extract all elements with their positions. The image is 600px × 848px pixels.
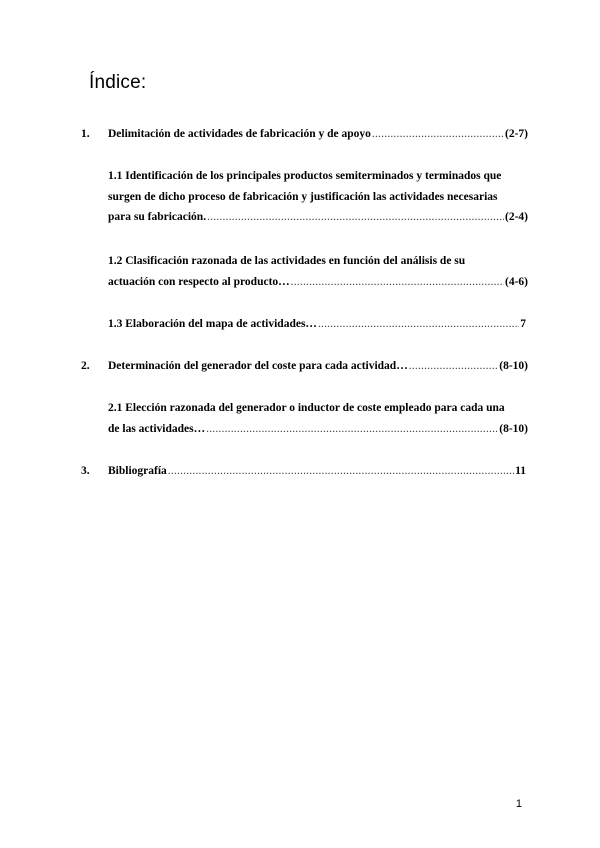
toc-entry-1-2[interactable]	[108, 251, 528, 292]
toc-number-2: 2.	[81, 360, 90, 372]
toc-entry-3[interactable]	[108, 461, 526, 482]
toc-entry-text: Delimitación de actividades de fabricación y de apoyo	[108, 128, 371, 140]
toc-entry-last-line	[108, 207, 528, 228]
toc-page-ref: (2-4)	[505, 211, 528, 223]
toc-entry-text: para su fabricación.	[108, 211, 207, 223]
dot-leader	[206, 419, 498, 440]
toc-entry-last-line	[108, 272, 528, 293]
toc-entry-text: 2.1 Elección razonada del generador o inductor de coste empleado para cada una	[108, 402, 505, 414]
toc-entry-2-1[interactable]	[108, 398, 528, 439]
toc-entry-text: 1.1 Identificación de los principales productos semiterminados y terminados que	[108, 170, 502, 182]
toc-entry-text: Determinación del generador del coste para cada actividad…	[108, 360, 408, 372]
dot-leader	[372, 124, 504, 145]
toc-page-ref: (8-10)	[499, 360, 528, 372]
toc-page-ref: (2-7)	[505, 128, 528, 140]
toc-entry-text: surgen de dicho proceso de fabricación y justificación las actividades necesarias	[108, 190, 498, 203]
toc-page-ref: (8-10)	[499, 422, 528, 435]
toc-entry-1-1[interactable]	[108, 166, 528, 228]
toc-entry-text: actuación con respecto al producto…	[108, 275, 290, 288]
toc-number-1: 1.	[81, 128, 90, 140]
toc-entry-2[interactable]	[108, 356, 528, 377]
toc-entry-1-3[interactable]	[108, 314, 526, 335]
toc-number-3: 3.	[81, 465, 90, 477]
page-title: Índice:	[89, 72, 147, 93]
toc-page-ref: 7	[520, 318, 526, 330]
toc-page-ref: (4-6)	[505, 275, 528, 288]
toc-entry-text: de las actividades…	[108, 422, 206, 435]
dot-leader	[207, 207, 504, 228]
toc-page-ref: 11	[515, 465, 526, 477]
toc-entry-1[interactable]	[108, 124, 528, 145]
page-number: 1	[515, 798, 522, 810]
dot-leader	[291, 272, 504, 293]
toc-entry-text: Bibliografía	[108, 465, 167, 477]
toc-entry-text: 1.2 Clasificación razonada de las actividades en función del análisis de su	[108, 255, 466, 267]
dot-leader	[409, 356, 499, 377]
dot-leader	[168, 461, 514, 482]
toc-entry-last-line	[108, 419, 528, 440]
toc-entry-text: 1.3 Elaboración del mapa de actividades…	[108, 318, 317, 330]
dot-leader	[318, 314, 519, 335]
